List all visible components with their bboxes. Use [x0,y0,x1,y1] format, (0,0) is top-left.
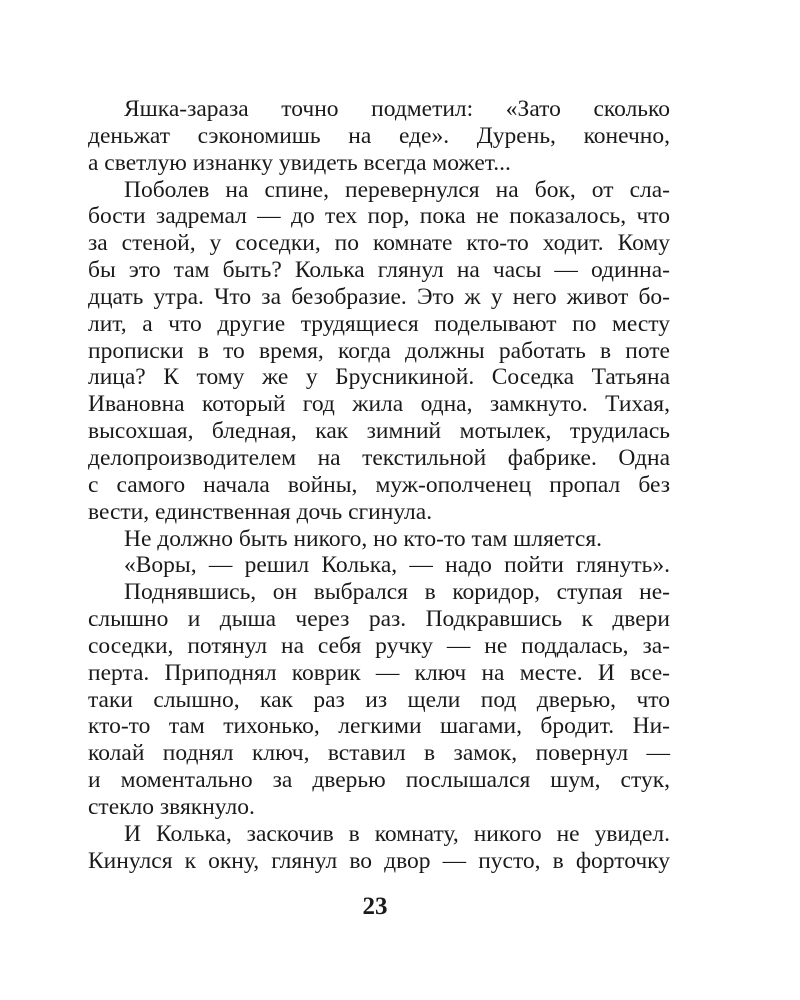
text-line: соседки, потянул на себя ручку — не поддалась, за- [88,632,670,659]
text-line: вести, единственная дочь сгинула. [88,498,433,525]
text-line: таки слышно, как раз из щели под дверью, что [88,686,670,713]
text-line: И Колька, заскочив в комнату, никого не увидел. [124,820,670,847]
text-line: Ивановна который год жила одна, замкнуто. Тихая, [88,391,670,418]
body-text [88,96,670,874]
text-line: деньжат сэкономишь на еде». Дурень, конечно, [88,122,670,149]
text-line: Яшка-зараза точно подметил: «Зато сколько [124,96,670,122]
text-line: лит, а что другие трудящиеся поделывают по месту [88,310,670,337]
text-line: стекло звякнуло. [88,793,255,820]
text-line: бы это там быть? Колька глянул на часы — одинна- [88,257,670,284]
text-line: прописки в то время, когда должны работать в поте [88,337,670,364]
text-line: Кинулся к окну, глянул во двор — пусто, в форточку [88,847,670,874]
text-line: кто-то там тихонько, легкими шагами, бродит. Ни- [88,713,670,740]
text-line: дцать утра. Что за безобразие. Это ж у него живот бо- [88,283,670,310]
text-line: перта. Приподнял коврик — ключ на месте. И все- [88,659,670,686]
text-line: и моментально за дверью послышался шум, стук, [88,767,670,794]
text-line: Не должно быть никого, но кто-то там шляется. [124,525,603,552]
text-line: Поднявшись, он выбрался в коридор, ступая не- [124,579,670,606]
text-line: колай поднял ключ, вставил в замок, повернул — [88,740,670,767]
text-line: лица? К тому же у Брусникиной. Соседка Татьяна [88,364,670,391]
text-line: делопроизводителем на текстильной фабрике. Одна [88,444,670,471]
page-number: 23 [362,893,388,920]
text-line: слышно и дыша через раз. Подкравшись к двери [88,606,670,633]
text-line: Поболев на спине, перевернулся на бок, от сла- [124,176,670,203]
text-line: «Воры, — решил Колька, — надо пойти глянуть». [124,552,670,579]
text-line: за стеной, у соседки, по комнате кто-то ходит. Кому [88,230,670,257]
text-line: высохшая, бледная, как зимний мотылек, трудилась [88,418,670,445]
text-line: а светлую изнанку увидеть всегда может... [88,149,511,176]
text-line: с самого начала войны, муж-ополченец пропал без [88,471,670,498]
text-line: бости задремал — до тех пор, пока не показалось, что [88,203,670,230]
